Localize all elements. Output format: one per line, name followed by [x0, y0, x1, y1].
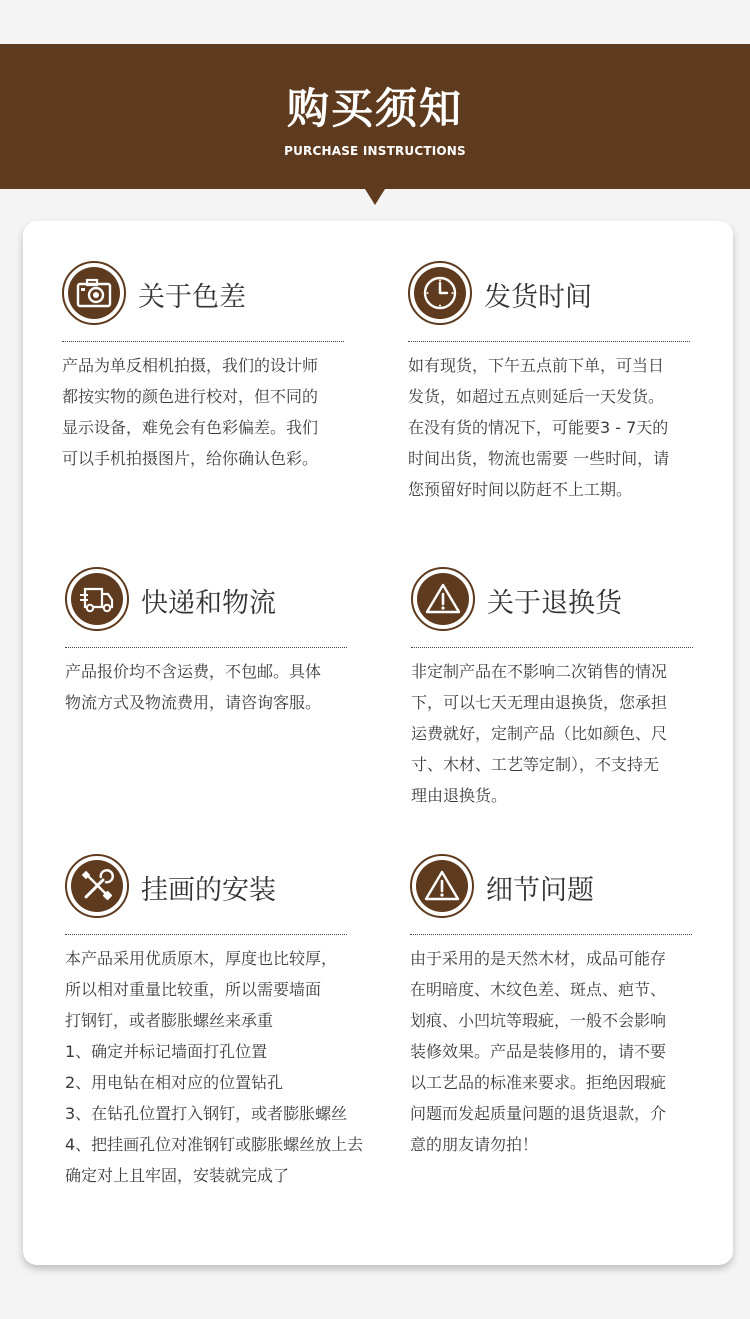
- body-line: 非定制产品在不影响二次销售的情况: [411, 662, 668, 681]
- dotted-divider: [65, 647, 347, 648]
- section-header: [408, 261, 698, 333]
- truck-icon: [65, 567, 129, 631]
- body-line: 4、把挂画孔位对准钢钉或膨胀螺丝放上去: [65, 1135, 364, 1154]
- body-line: 2、用电钻在相对应的位置钻孔: [65, 1073, 284, 1092]
- section-header: [65, 567, 355, 639]
- banner-pointer: [365, 189, 385, 205]
- body-line: 问题而发起质量问题的退货退款，介: [410, 1104, 667, 1123]
- body-line: 在明暗度、木纹色差、斑点、疤节、: [410, 980, 667, 999]
- body-line: 都按实物的颜色进行校对，但不同的: [62, 387, 319, 406]
- body-line: 时间出货，物流也需要 一些时间，请: [408, 449, 670, 468]
- body-line: 装修效果。产品是装修用的，请不要: [410, 1042, 667, 1061]
- body-line: 打钢钉，或者膨胀螺丝来承重: [65, 1011, 274, 1030]
- body-line: 寸、木材、工艺等定制），不支持无: [411, 755, 660, 774]
- section-body: [408, 350, 698, 505]
- dotted-divider: [408, 341, 690, 342]
- section-title: 细节问题: [486, 875, 594, 906]
- body-line: 显示设备，难免会有色彩偏差。我们: [62, 418, 319, 437]
- section-delivery-logistics: [65, 567, 355, 712]
- section-title: 关于退换货: [487, 588, 622, 619]
- section-shipping-time: [408, 261, 698, 499]
- dotted-divider: [411, 647, 693, 648]
- body-line: 所以相对重量比较重，所以需要墙面: [65, 980, 322, 999]
- body-line: 运费就好，定制产品（比如颜色、尺: [411, 724, 668, 743]
- section-header: [410, 854, 700, 926]
- section-title: 快递和物流: [141, 588, 276, 619]
- body-line: 3、在钻孔位置打入钢钉，或者膨胀螺丝: [65, 1104, 348, 1123]
- body-line: 意的朋友请勿拍！: [410, 1135, 539, 1154]
- section-title: 发货时间: [484, 282, 592, 313]
- section-color-difference: [62, 261, 352, 468]
- body-line: 发货，如超过五点则延后一天发货。: [408, 387, 665, 406]
- body-line: 由于采用的是天然木材，成品可能存: [410, 949, 667, 968]
- instructions-card: [23, 221, 733, 1265]
- body-line: 划痕、小凹坑等瑕疵，一般不会影响: [410, 1011, 667, 1030]
- body-line: 1、确定并标记墙面打孔位置: [65, 1042, 268, 1061]
- section-header: [411, 567, 701, 639]
- section-body: [65, 943, 364, 1191]
- clock-icon: [408, 261, 472, 325]
- dotted-divider: [410, 934, 692, 935]
- body-line: 本产品采用优质原木，厚度也比较厚，: [65, 949, 338, 968]
- section-title: 挂画的安装: [141, 875, 276, 906]
- section-body: [65, 656, 355, 718]
- body-line: 您预留好时间以防赶不上工期。: [408, 480, 633, 499]
- body-line: 产品为单反相机拍摄，我们的设计师: [62, 356, 319, 375]
- section-body: [411, 656, 701, 811]
- page-subtitle: PURCHASE INSTRUCTIONS: [284, 144, 466, 158]
- section-installation: [65, 854, 364, 1185]
- section-returns: [411, 567, 701, 805]
- section-body: [410, 943, 700, 1160]
- section-details: [410, 854, 700, 1154]
- body-line: 如有现货，下午五点前下单，可当日: [408, 356, 665, 375]
- header-banner: [0, 44, 750, 189]
- body-line: 产品报价均不含运费，不包邮。具体: [65, 662, 322, 681]
- body-line: 物流方式及物流费用，请咨询客服。: [65, 693, 322, 712]
- body-line: 确定对上且牢固，安装就完成了: [65, 1166, 290, 1185]
- body-line: 理由退换货。: [411, 786, 508, 805]
- section-body: [62, 350, 352, 474]
- warning-icon: [411, 567, 475, 631]
- tools-icon: [65, 854, 129, 918]
- body-line: 在没有货的情况下，可能要3 - 7天的: [408, 418, 669, 437]
- section-header: [65, 854, 355, 926]
- page-title: 购买须知: [286, 84, 463, 133]
- body-line: 下，可以七天无理由退换货，您承担: [411, 693, 668, 712]
- body-line: 以工艺品的标准来要求。拒绝因瑕疵: [410, 1073, 667, 1092]
- section-title: 关于色差: [138, 282, 246, 313]
- dotted-divider: [65, 934, 347, 935]
- dotted-divider: [62, 341, 344, 342]
- camera-icon: [62, 261, 126, 325]
- warning-icon: [410, 854, 474, 918]
- section-header: [62, 261, 352, 333]
- body-line: 可以手机拍摄图片，给你确认色彩。: [62, 449, 319, 468]
